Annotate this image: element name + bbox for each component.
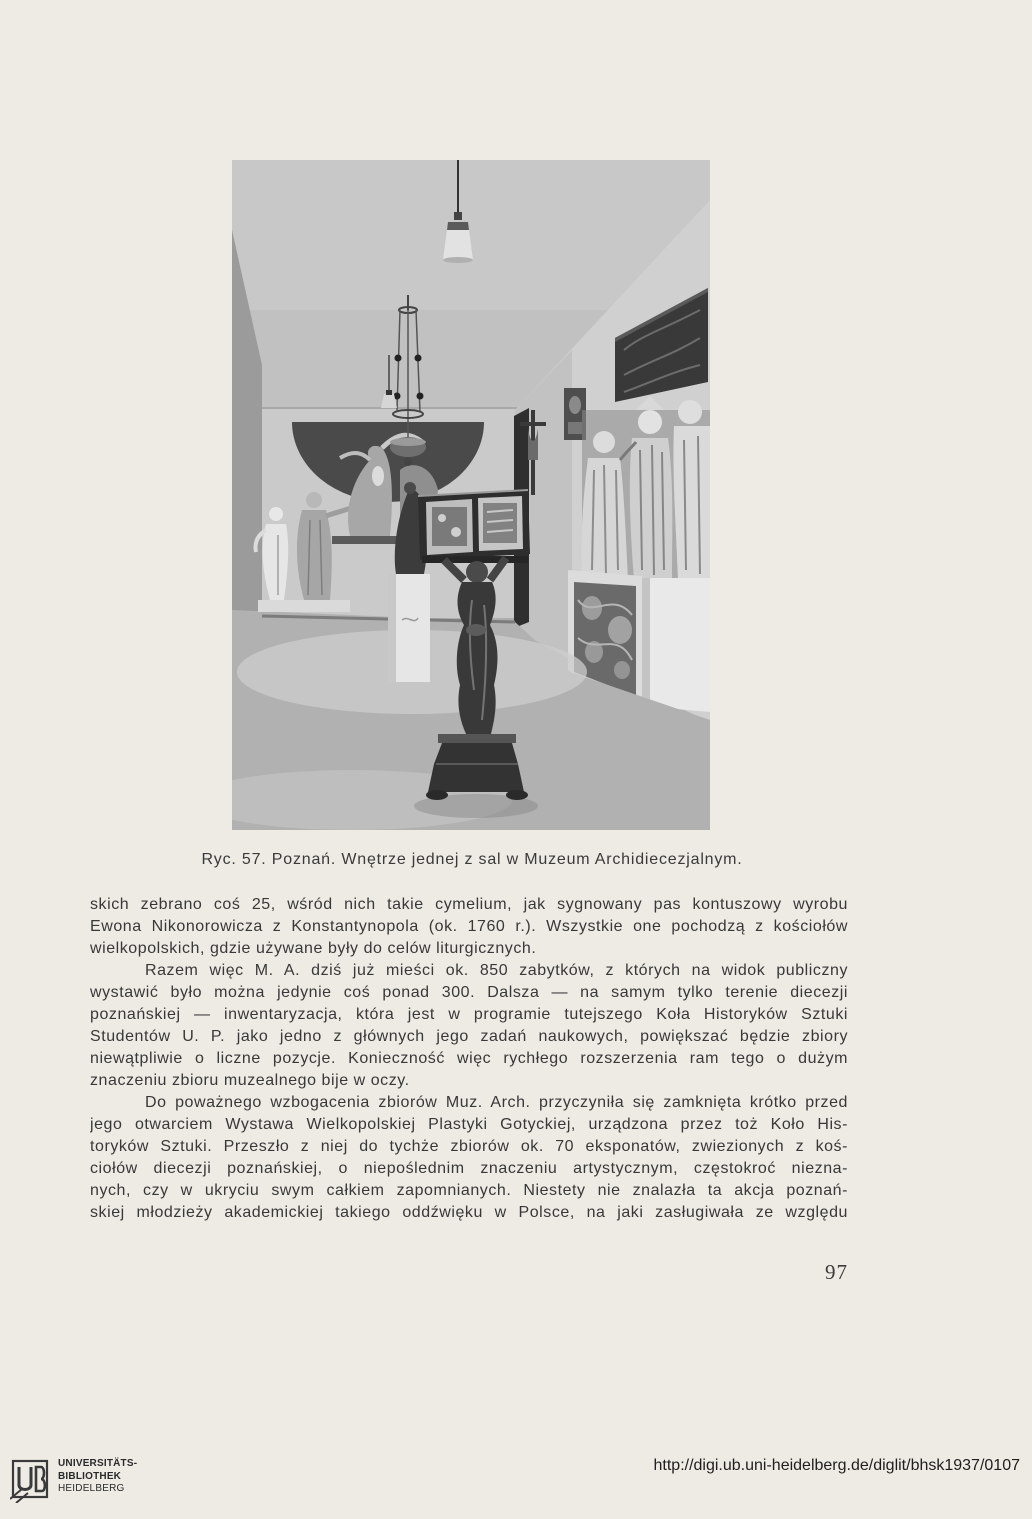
text-line: poznańskiej — inwentaryzacja, która jest w programie tutejszego Koła Historyków Sztuki xyxy=(90,1006,848,1023)
text-line: Studentów U. P. jako jedno z głównych jego zadań naukowych, powiększać będzie zbiory xyxy=(90,1028,848,1045)
library-name xyxy=(58,1458,178,1496)
library-name-line: BIBLIOTHEK xyxy=(58,1470,122,1482)
photograph xyxy=(232,160,710,830)
text-line: Do poważnego wzbogacenia zbiorów Muz. Arch. przyczyniła się zamknięta krótko przed xyxy=(145,1094,848,1111)
text-line: nych, czy w ukryciu swym całkiem zapomnianych. Niestety nie znalazła ta akcja poznań- xyxy=(90,1182,848,1199)
text-line: wielkopolskich, gdzie używane były do celów liturgicznych. xyxy=(90,940,537,957)
library-name-line: UNIVERSITÄTS- xyxy=(58,1458,138,1469)
statue-plinth xyxy=(258,600,350,612)
body-text xyxy=(90,894,848,1224)
text-line: skich zebrano coś 25, wśród nich takie cymelium, jak sygnowany pas kontuszowy wyrobu xyxy=(90,896,848,913)
page-number: 97 xyxy=(825,1260,848,1284)
library-logo-icon xyxy=(10,1455,52,1503)
source-url[interactable]: http://digi.ub.uni-heidelberg.de/diglit/bhsk1937/0107 xyxy=(653,1457,1020,1474)
figure-caption: Ryc. 57. Poznań. Wnętrze jednej z sal w Muzeum Archidiecezjalnym. xyxy=(201,851,743,868)
statue-group-right xyxy=(581,396,710,582)
white-pedestal-right xyxy=(642,578,710,712)
text-line: jego otwarciem Wystawa Wielkopolskiej Plastyki Gotyckiej, urządzona przez toż Koło His- xyxy=(90,1116,848,1133)
text-line: znaczeniu zbioru muzealnego bije w oczy. xyxy=(90,1072,410,1089)
lectern-book xyxy=(418,490,530,563)
text-line: Razem więc M. A. dziś już mieści ok. 850 zabytków, z których na widok publiczny xyxy=(145,962,848,979)
text-line: Ewona Nikonorowicza z Konstantynopola (ok. 1760 r.). Wszystkie one pochodzą z kościołów xyxy=(90,918,848,935)
text-line: ciołów diecezji poznańskiej, o niepoślednim znaczeniu artystycznym, częstokroć niezna- xyxy=(90,1160,848,1177)
library-name-line: HEIDELBERG xyxy=(58,1483,125,1494)
text-line: wystawić było można jedynie coś ponad 300. Dalsza — na samym tylko terenie diecezji xyxy=(90,984,848,1001)
text-line: skiej młodzieży akademickiej takiego oddźwięku w Polsce, na jaki zasługiwała ze względu xyxy=(90,1204,848,1221)
text-line: toryków Sztuki. Przeszło z niej do tychże zbiorów ok. 70 eksponatów, zwiezionych z koś- xyxy=(90,1138,848,1155)
photograph-scene xyxy=(232,160,710,830)
text-line: niewątpliwie o liczne pozycje. Konieczność więc rychłego rozszerzenia ram tego o dużym xyxy=(90,1050,848,1067)
